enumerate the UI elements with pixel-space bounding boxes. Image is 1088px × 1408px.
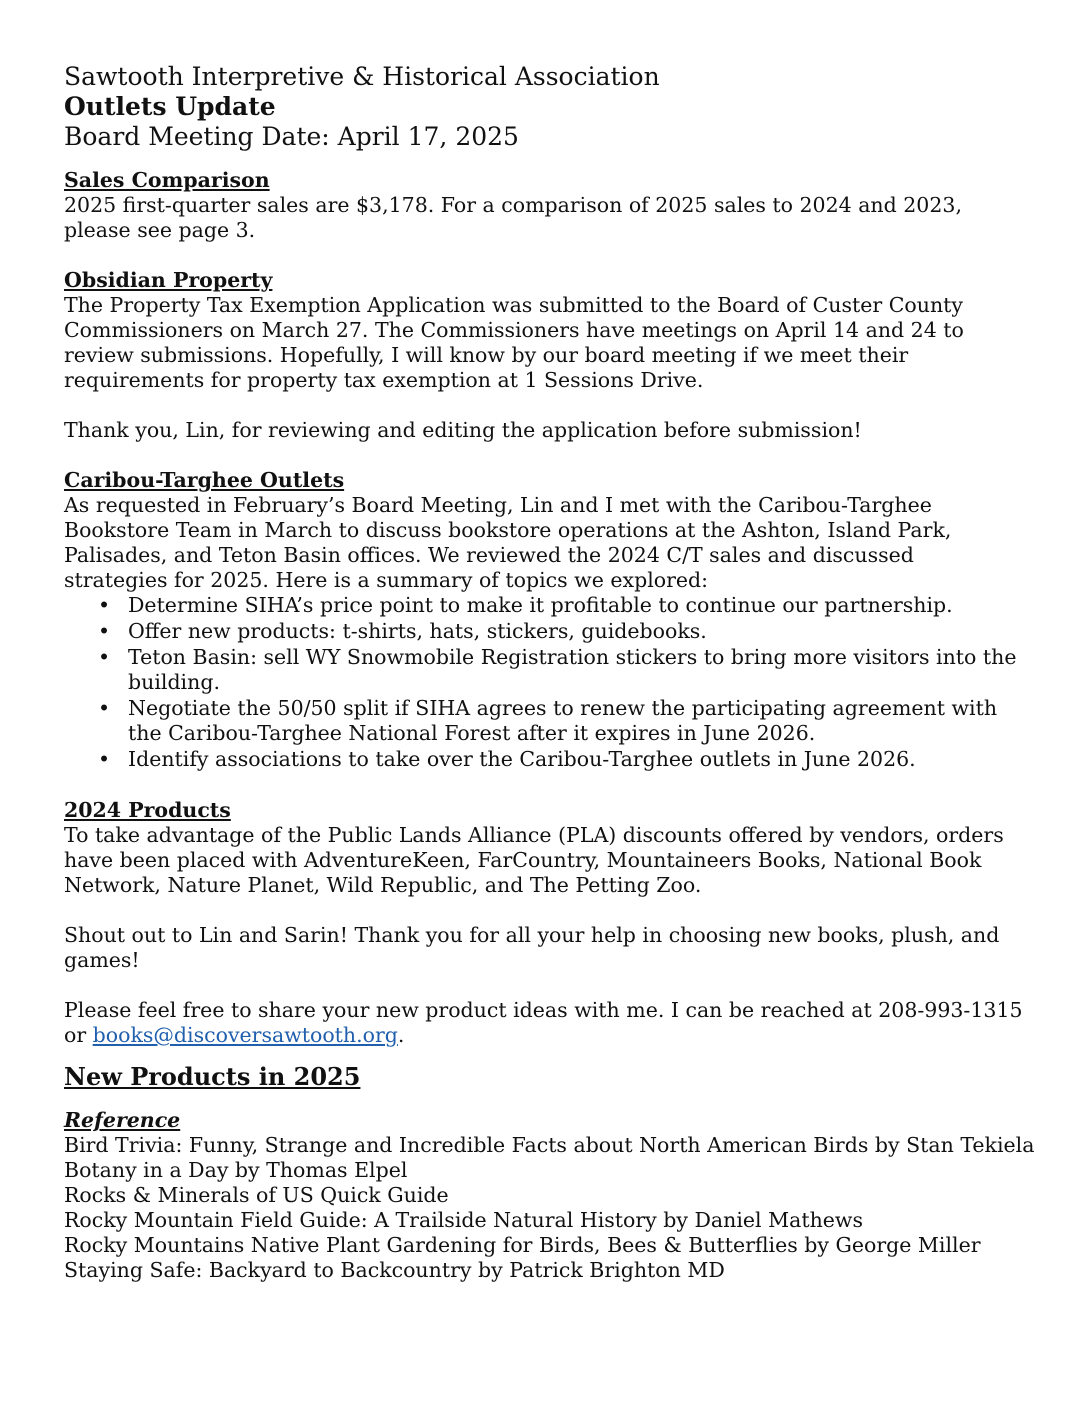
obsidian-heading: Obsidian Property <box>64 268 273 292</box>
reference-heading: Reference <box>64 1108 181 1132</box>
obsidian-thanks: Thank you, Lin, for reviewing and editing the application before submission! <box>64 418 862 442</box>
obsidian-line: The Property Tax Exemption Application was submitted to the Board of Custer County <box>64 293 963 317</box>
reference-item: Staying Safe: Backyard to Backcountry by Patrick Brighton MD <box>64 1258 725 1282</box>
contact-prefix: or <box>64 1023 93 1047</box>
bullet-icon: • <box>98 593 111 617</box>
reference-item: Botany in a Day by Thomas Elpel <box>64 1158 408 1182</box>
contact-line: Please feel free to share your new product ideas with me. I can be reached at 208-993-1315 <box>64 998 1023 1022</box>
products-2024-line: Network, Nature Planet, Wild Republic, and The Petting Zoo. <box>64 873 702 897</box>
contact-suffix: . <box>397 1023 405 1047</box>
caribou-line: strategies for 2025. Here is a summary of topics we explored: <box>64 568 709 592</box>
document-page <box>64 62 1034 1283</box>
products-2024-line: have been placed with AdventureKeen, FarCountry, Mountaineers Books, National Book <box>64 848 982 872</box>
obsidian-line: Commissioners on March 27. The Commissioners have meetings on April 14 and 24 to <box>64 318 964 342</box>
products-2024-heading: 2024 Products <box>64 798 231 822</box>
caribou-line: As requested in February’s Board Meeting, Lin and I met with the Caribou-Targhee <box>64 493 932 517</box>
bullet-text: Negotiate the 50/50 split if SIHA agrees to renew the participating agreement with <box>128 696 998 720</box>
email-link[interactable]: books@discoversawtooth.org <box>92 1023 398 1047</box>
bullet-text: Determine SIHA’s price point to make it profitable to continue our partnership. <box>128 593 953 617</box>
list-item <box>64 619 1034 644</box>
shoutout-line: games! <box>64 948 140 972</box>
caribou-line: Palisades, and Teton Basin offices. We reviewed the 2024 C/T sales and discussed <box>64 543 914 567</box>
bullet-icon: • <box>98 645 111 669</box>
bullet-text: Identify associations to take over the Caribou-Targhee outlets in June 2026. <box>128 747 916 771</box>
reference-item: Bird Trivia: Funny, Strange and Incredible Facts about North American Birds by Stan Tekiela <box>64 1133 1035 1157</box>
shoutout-line: Shout out to Lin and Sarin! Thank you for all your help in choosing new books, plush, and <box>64 923 1000 947</box>
reference-item: Rocky Mountain Field Guide: A Trailside Natural History by Daniel Mathews <box>64 1208 863 1232</box>
obsidian-line: requirements for property tax exemption at 1 Sessions Drive. <box>64 368 704 392</box>
obsidian-line: review submissions. Hopefully, I will know by our board meeting if we meet their <box>64 343 909 367</box>
products-2024-line: To take advantage of the Public Lands Alliance (PLA) discounts offered by vendors, orders <box>64 823 1004 847</box>
new-products-title: New Products in 2025 <box>64 1062 361 1091</box>
reference-item: Rocks & Minerals of US Quick Guide <box>64 1183 449 1207</box>
bullet-text: the Caribou-Targhee National Forest after it expires in June 2026. <box>128 721 816 745</box>
document-title: Outlets Update <box>64 92 276 121</box>
meeting-date: Board Meeting Date: April 17, 2025 <box>64 122 519 151</box>
bullet-icon: • <box>98 696 111 720</box>
caribou-line: Bookstore Team in March to discuss bookstore operations at the Ashton, Island Park, <box>64 518 952 542</box>
caribou-topic-list <box>64 593 1034 772</box>
sales-line: please see page 3. <box>64 218 256 242</box>
bullet-text: building. <box>128 670 220 694</box>
reference-item: Rocky Mountains Native Plant Gardening for Birds, Bees & Butterflies by George Miller <box>64 1233 981 1257</box>
bullet-icon: • <box>98 747 111 771</box>
bullet-icon: • <box>98 619 111 643</box>
org-name: Sawtooth Interpretive & Historical Association <box>64 62 660 91</box>
sales-line: 2025 first-quarter sales are $3,178. For a comparison of 2025 sales to 2024 and 2023, <box>64 193 962 217</box>
list-item <box>64 645 1034 695</box>
sales-heading: Sales Comparison <box>64 168 270 192</box>
contact-email-line <box>64 1023 1034 1048</box>
caribou-heading: Caribou-Targhee Outlets <box>64 468 345 492</box>
list-item <box>64 696 1034 746</box>
bullet-text: Teton Basin: sell WY Snowmobile Registration stickers to bring more visitors into the <box>128 645 1017 669</box>
list-item <box>64 593 1034 618</box>
list-item <box>64 747 1034 772</box>
bullet-text: Offer new products: t-shirts, hats, stickers, guidebooks. <box>128 619 707 643</box>
